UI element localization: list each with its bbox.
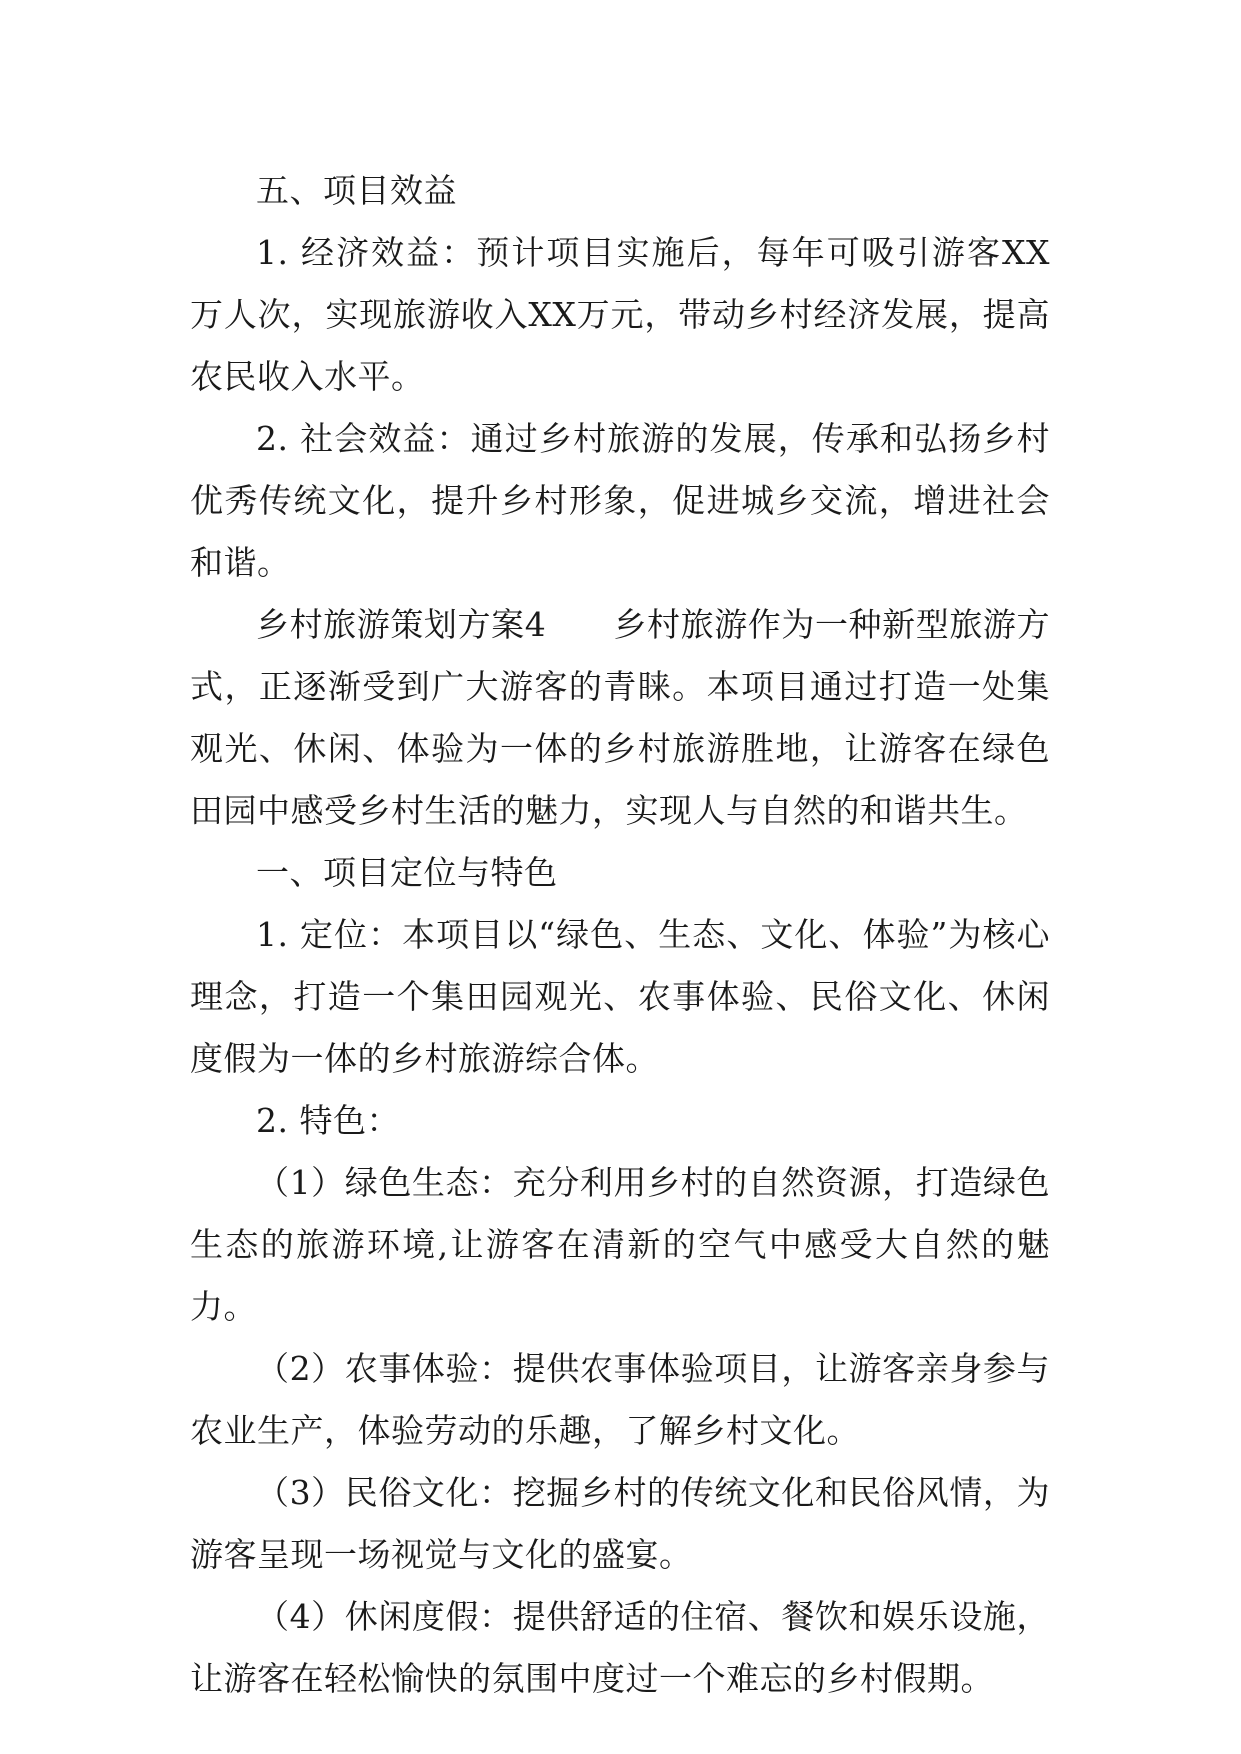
section-heading-positioning: 一、项目定位与特色	[256, 853, 558, 892]
section-heading-benefits: 五、项目效益	[256, 171, 457, 210]
paragraph-social-benefit: 2. 社会效益：通过乡村旅游的发展，传承和弘扬乡村优秀传统文化，提升乡村形象，促进城乡交流，增进社会和谐。	[190, 419, 1050, 582]
paragraph-positioning: 1. 定位：本项目以“绿色、生态、文化、体验”为核心理念，打造一个集田园观光、农事体验、民俗文化、休闲度假为一体的乡村旅游综合体。	[190, 915, 1050, 1078]
paragraph-feature-farming-experience: （2）农事体验：提供农事体验项目，让游客亲身参与农业生产，体验劳动的乐趣，了解乡村文化。	[190, 1349, 1050, 1450]
paragraph-feature-green-ecology: （1）绿色生态：充分利用乡村的自然资源，打造绿色生态的旅游环境,让游客在清新的空气中感受大自然的魅力。	[190, 1163, 1050, 1326]
paragraph-feature-folk-culture: （3）民俗文化：挖掘乡村的传统文化和民俗风情，为游客呈现一场视觉与文化的盛宴。	[190, 1473, 1050, 1574]
document-body	[190, 160, 1050, 1710]
paragraph-economic-benefit: 1. 经济效益：预计项目实施后，每年可吸引游客XX万人次，实现旅游收入XX万元，带动乡村经济发展，提高农民收入水平。	[190, 233, 1050, 396]
paragraph-plan-4-intro: 乡村旅游策划方案4 乡村旅游作为一种新型旅游方式，正逐渐受到广大游客的青睐。本项目通过打造一处集观光、休闲、体验为一体的乡村旅游胜地，让游客在绿色田园中感受乡村生活的魅力，实现人与自然的和谐共生。	[190, 605, 1050, 830]
paragraph-features-label: 2. 特色：	[256, 1101, 400, 1140]
paragraph-feature-leisure-vacation: （4）休闲度假：提供舒适的住宿、餐饮和娱乐设施，让游客在轻松愉快的氛围中度过一个难忘的乡村假期。	[190, 1597, 1050, 1698]
